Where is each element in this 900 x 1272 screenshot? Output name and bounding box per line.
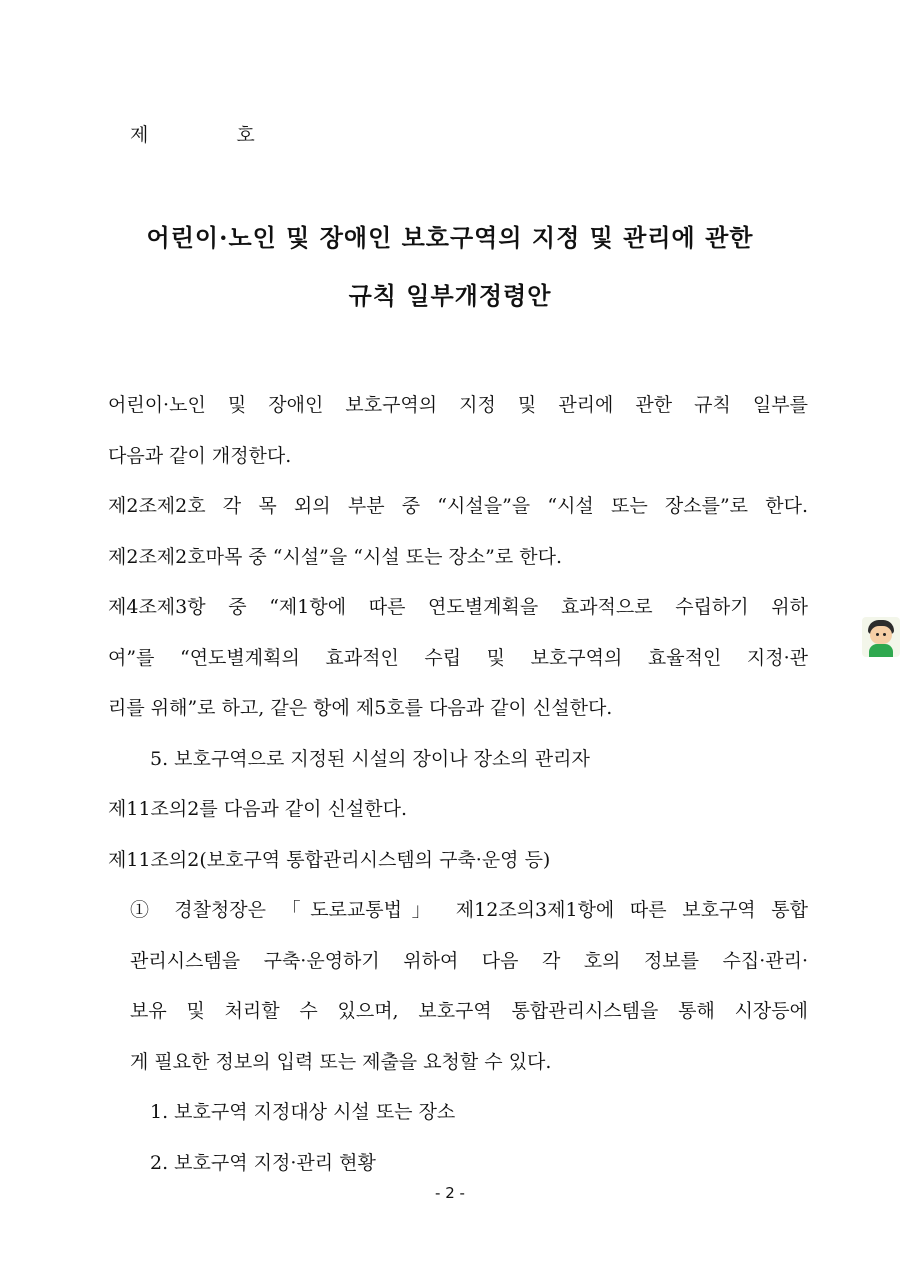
list-item: 1. 보호구역 지정대상 시설 또는 장소 [150,1101,456,1123]
document-title-line-2: 규칙 일부개정령안 [348,281,552,310]
body-line: ① 경찰청장은 「도로교통법」 제12조의3제1항에 따른 보호구역 통합 [130,899,808,921]
bill-number-prefix: 제 [130,124,149,146]
body-line: 게 필요한 정보의 입력 또는 제출을 요청할 수 있다. [130,1050,552,1073]
body-line: 리를 위해”로 하고, 같은 항에 제5호를 다음과 같이 신설한다. [108,697,613,719]
document-body [108,380,808,1188]
list-item: 2. 보호구역 지정·관리 현황 [150,1151,376,1174]
body-line: 제2조제2호 각 목 외의 부분 중 “시설을”을 “시설 또는 장소를”로 한다. [108,495,808,517]
bill-number-suffix: 호 [236,124,255,146]
body-line: 제11조의2를 다음과 같이 신설한다. [108,798,408,820]
body-line: 5. 보호구역으로 지정된 시설의 장이나 장소의 관리자 [150,747,590,770]
document-title-line-1: 어린이·노인 및 장애인 보호구역의 지정 및 관리에 관한 [146,223,754,252]
article-heading: 제11조의2(보호구역 통합관리시스템의 구축·운영 등) [108,848,551,871]
body-line: 제4조제3항 중 “제1항에 따른 연도별계획을 효과적으로 수립하기 위하 [108,596,808,618]
body-line: 관리시스템을 구축·운영하기 위하여 다음 각 호의 정보를 수집·관리· [130,949,808,972]
bill-number [130,120,255,147]
body-line: 제2조제2호마목 중 “시설”을 “시설 또는 장소”로 한다. [108,545,563,568]
body-line: 보유 및 처리할 수 있으며, 보호구역 통합관리시스템을 통해 시장등에 [130,1000,808,1022]
body-line: 다음과 같이 개정한다. [108,444,292,467]
body-line: 여”를 “연도별계획의 효과적인 수립 및 보호구역의 효율적인 지정·관 [108,646,808,669]
child-mascot-icon[interactable] [862,617,900,657]
page-number: - 2 - [435,1184,465,1202]
body-line: 어린이·노인 및 장애인 보호구역의 지정 및 관리에 관한 규칙 일부를 [108,394,808,416]
